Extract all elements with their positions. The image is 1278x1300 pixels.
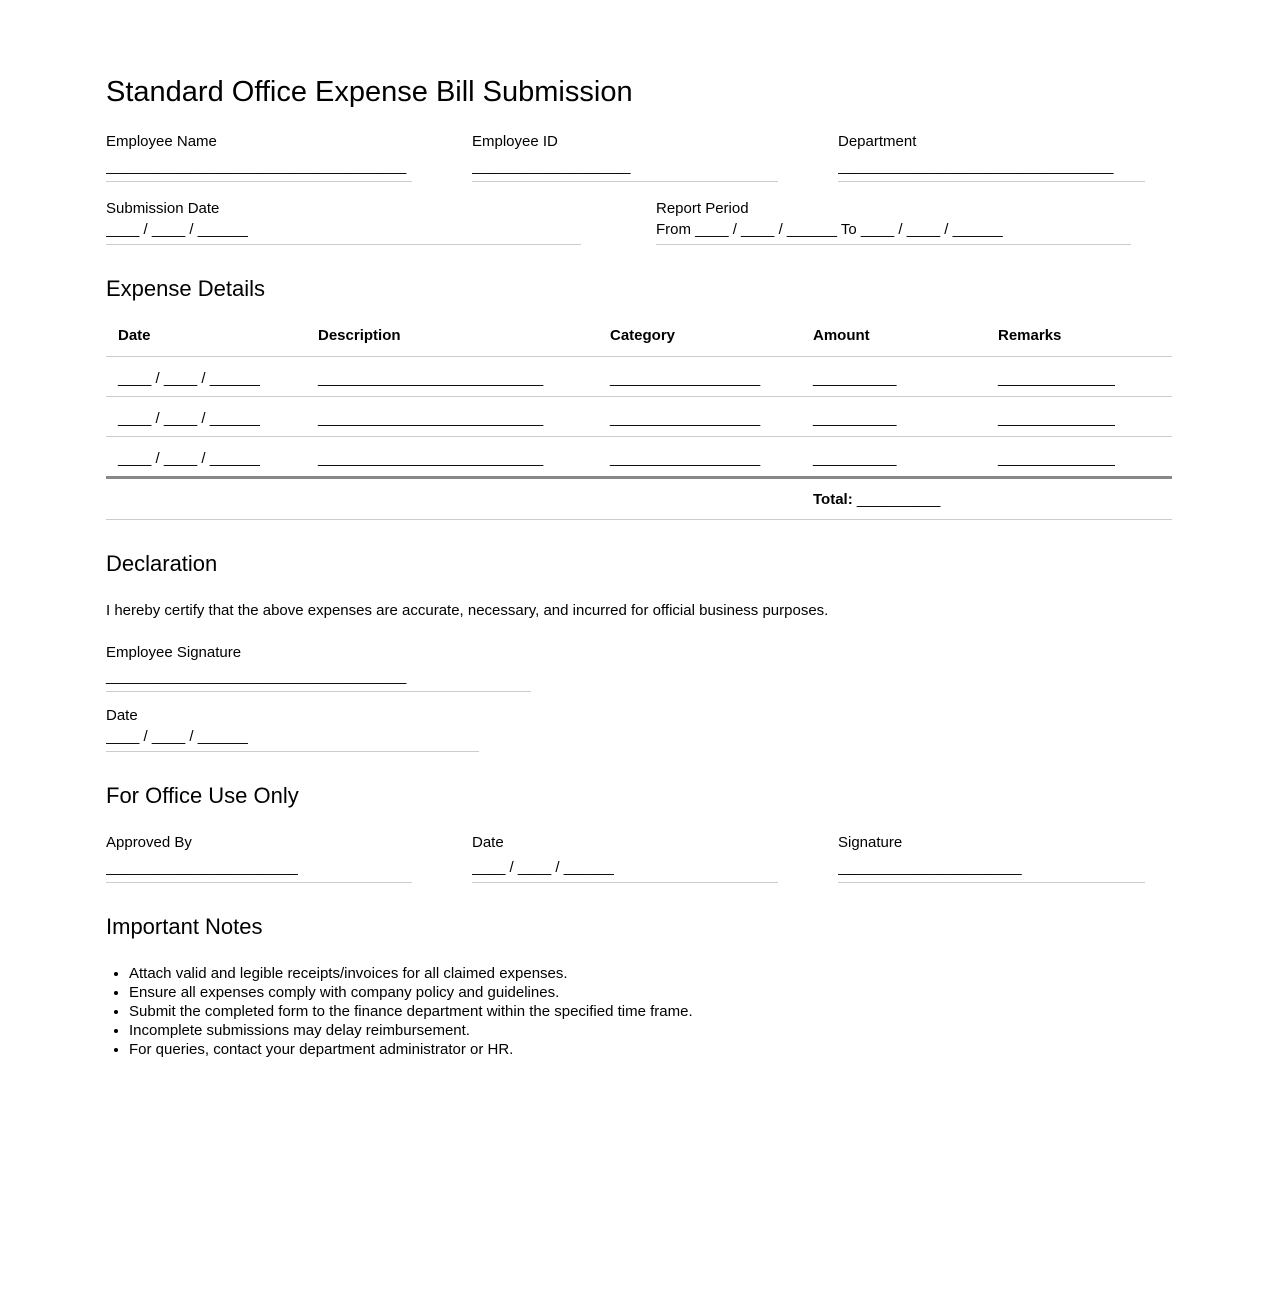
- field-approved-by: [106, 834, 412, 882]
- important-notes-heading: Important Notes: [106, 913, 263, 939]
- expense-details-heading: Expense Details: [106, 275, 265, 301]
- list-item: • Submit the completed form to the finance department within the specified time frame.: [129, 1003, 1172, 1021]
- field-employee-name: [106, 133, 412, 181]
- total-row: [106, 478, 1172, 520]
- submission-date-blank-line: ____ / ____ / ______: [106, 220, 248, 238]
- list-item: • Attach valid and legible receipts/invoices for all claimed expenses.: [129, 965, 1172, 983]
- employee-name-label: Employee Name: [106, 133, 217, 151]
- page-title: Standard Office Expense Bill Submission: [106, 76, 633, 108]
- declaration-text: I hereby certify that the above expenses are accurate, necessary, and incurred for official business purposes.: [106, 602, 829, 620]
- column-header-category: Category: [598, 327, 801, 357]
- column-header-date: Date: [106, 327, 306, 357]
- office-use-heading: For Office Use Only: [106, 783, 299, 809]
- category-blank-cell: __________________: [598, 357, 801, 397]
- list-item: • Incomplete submissions may delay reimbursement.: [129, 1022, 1172, 1040]
- employee-signature-blank-line: ____________________________________: [106, 667, 407, 685]
- description-blank-cell: ___________________________: [306, 397, 598, 437]
- office-date-blank-line: ____ / ____ / ______: [472, 858, 614, 876]
- dates-row: [106, 200, 1172, 245]
- important-notes-list: [106, 965, 1172, 1059]
- office-date-label: Date: [472, 834, 504, 852]
- category-blank-cell: __________________: [598, 397, 801, 437]
- remarks-blank-cell: ______________: [986, 357, 1172, 397]
- report-period-blank-line: From ____ / ____ / ______ To ____ / ____ / ______: [656, 220, 1003, 238]
- field-office-signature: [838, 834, 1145, 882]
- declaration-date-label: Date: [106, 706, 138, 724]
- date-blank-cell: ____ / ____ / ______: [106, 357, 306, 397]
- employee-info-row: [106, 133, 1172, 181]
- remarks-blank-cell: ______________: [986, 397, 1172, 437]
- declaration-date-blank-line: ____ / ____ / ______: [106, 728, 248, 746]
- table-row: [106, 397, 1172, 437]
- report-period-label: Report Period: [656, 199, 749, 217]
- employee-signature-label: Employee Signature: [106, 643, 242, 661]
- list-item: • For queries, contact your department administrator or HR.: [129, 1041, 1172, 1059]
- expense-table: [106, 327, 1172, 520]
- amount-blank-cell: __________: [801, 357, 986, 397]
- department-label: Department: [838, 133, 917, 151]
- field-office-date: [472, 834, 778, 882]
- office-signature-label: Signature: [838, 834, 903, 852]
- total-label: Total:: [813, 491, 853, 509]
- department-blank-line: _________________________________: [838, 157, 1114, 175]
- employee-signature-field: [106, 668, 531, 692]
- table-row: [106, 357, 1172, 397]
- declaration-date-field: [106, 707, 479, 752]
- table-row: [106, 437, 1172, 478]
- description-blank-cell: ___________________________: [306, 437, 598, 478]
- submission-date-label: Submission Date: [106, 199, 220, 217]
- amount-blank-cell: __________: [801, 397, 986, 437]
- approved-by-blank-line: _______________________: [106, 858, 298, 876]
- total-blank-line: __________: [856, 491, 941, 509]
- total-cell: [801, 478, 986, 520]
- description-blank-cell: ___________________________: [306, 357, 598, 397]
- field-report-period: [656, 200, 1131, 245]
- declaration-heading: Declaration: [106, 551, 218, 577]
- date-blank-cell: ____ / ____ / ______: [106, 437, 306, 478]
- field-department: [838, 133, 1145, 181]
- list-item: • Ensure all expenses comply with company policy and guidelines.: [129, 984, 1172, 1002]
- field-submission-date: [106, 200, 581, 245]
- employee-id-blank-line: ___________________: [472, 157, 631, 175]
- column-header-remarks: Remarks: [986, 327, 1172, 357]
- column-header-description: Description: [306, 327, 598, 357]
- office-signature-blank-line: ______________________: [838, 858, 1022, 876]
- column-header-amount: Amount: [801, 327, 986, 357]
- office-use-row: [106, 834, 1172, 882]
- expense-table-header-row: [106, 327, 1172, 357]
- employee-name-blank-line: ____________________________________: [106, 157, 407, 175]
- date-blank-cell: ____ / ____ / ______: [106, 397, 306, 437]
- employee-id-label: Employee ID: [472, 133, 558, 151]
- field-employee-id: [472, 133, 778, 181]
- amount-blank-cell: __________: [801, 437, 986, 478]
- remarks-blank-cell: ______________: [986, 437, 1172, 478]
- approved-by-label: Approved By: [106, 834, 192, 852]
- category-blank-cell: __________________: [598, 437, 801, 478]
